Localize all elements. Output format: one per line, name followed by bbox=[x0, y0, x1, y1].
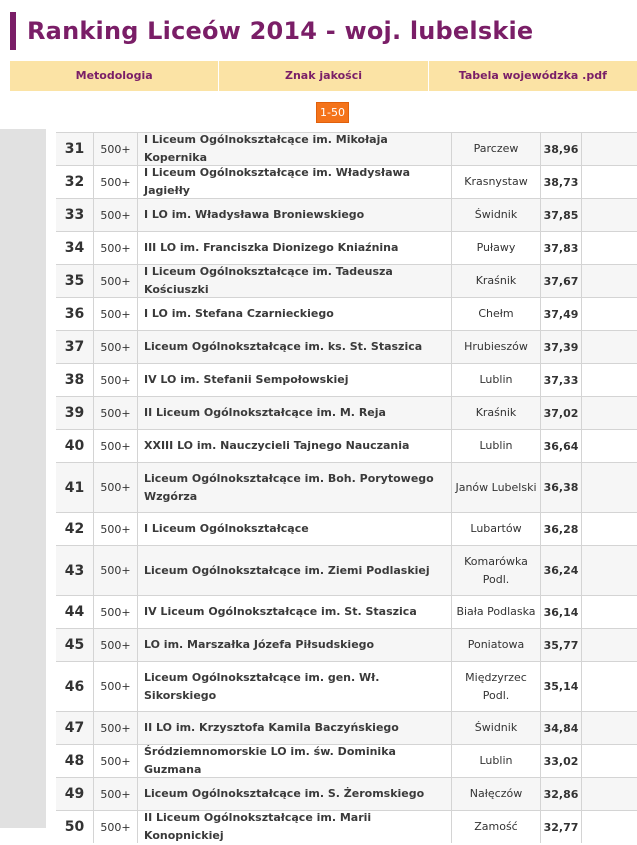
table-row bbox=[56, 264, 637, 297]
extra-cell bbox=[582, 199, 637, 231]
score-cell: 32,77 bbox=[541, 811, 582, 843]
score-cell: 38,73 bbox=[541, 166, 582, 198]
table-row bbox=[56, 165, 637, 198]
rank-cell: 44 bbox=[56, 596, 94, 628]
rank-cell: 45 bbox=[56, 629, 94, 661]
city-cell: Biała Podlaska bbox=[452, 596, 541, 628]
rank-cell: 36 bbox=[56, 298, 94, 330]
extra-cell bbox=[582, 811, 637, 843]
extra-cell bbox=[582, 662, 637, 711]
score-cell: 37,83 bbox=[541, 232, 582, 264]
size-cell: 500+ bbox=[94, 513, 138, 545]
school-name-cell[interactable]: Liceum Ogólnokształcące im. Boh. Porytowego Wzgórza bbox=[138, 463, 452, 512]
rank-cell: 43 bbox=[56, 546, 94, 595]
score-cell: 32,86 bbox=[541, 778, 582, 810]
school-name-cell[interactable]: XXIII LO im. Nauczycieli Tajnego Nauczania bbox=[138, 430, 452, 462]
rank-cell: 41 bbox=[56, 463, 94, 512]
city-cell: Janów Lubelski bbox=[452, 463, 541, 512]
size-cell: 500+ bbox=[94, 166, 138, 198]
rank-cell: 50 bbox=[56, 811, 94, 843]
rank-cell: 31 bbox=[56, 133, 94, 165]
table-row bbox=[56, 132, 637, 165]
rank-cell: 33 bbox=[56, 199, 94, 231]
rank-cell: 46 bbox=[56, 662, 94, 711]
extra-cell bbox=[582, 712, 637, 744]
table-row bbox=[56, 545, 637, 595]
score-cell: 37,33 bbox=[541, 364, 582, 396]
score-cell: 36,64 bbox=[541, 430, 582, 462]
score-cell: 37,39 bbox=[541, 331, 582, 363]
menu-item-znak-jakosci[interactable]: Znak jakości bbox=[219, 61, 428, 91]
table-row bbox=[56, 595, 637, 628]
city-cell: Parczew bbox=[452, 133, 541, 165]
score-cell: 34,84 bbox=[541, 712, 582, 744]
size-cell: 500+ bbox=[94, 133, 138, 165]
table-row bbox=[56, 297, 637, 330]
school-name-cell[interactable]: I Liceum Ogólnokształcące bbox=[138, 513, 452, 545]
school-name-cell[interactable]: II Liceum Ogólnokształcące im. Marii Konopnickiej bbox=[138, 811, 452, 843]
extra-cell bbox=[582, 463, 637, 512]
size-cell: 500+ bbox=[94, 298, 138, 330]
extra-cell bbox=[582, 166, 637, 198]
menu-item-tabela-pdf[interactable]: Tabela wojewódzka .pdf bbox=[458, 69, 607, 82]
school-name-cell[interactable]: III LO im. Franciszka Dionizego Kniaźnina bbox=[138, 232, 452, 264]
left-sidebar-strip bbox=[0, 129, 46, 828]
table-row bbox=[56, 396, 637, 429]
size-cell: 500+ bbox=[94, 430, 138, 462]
extra-cell bbox=[582, 778, 637, 810]
size-cell: 500+ bbox=[94, 778, 138, 810]
extra-cell bbox=[582, 397, 637, 429]
school-name-cell[interactable]: II LO im. Krzysztofa Kamila Baczyńskiego bbox=[138, 712, 452, 744]
table-row bbox=[56, 777, 637, 810]
score-cell: 35,77 bbox=[541, 629, 582, 661]
score-cell: 35,14 bbox=[541, 662, 582, 711]
city-cell: Poniatowa bbox=[452, 629, 541, 661]
size-cell: 500+ bbox=[94, 596, 138, 628]
extra-cell bbox=[582, 629, 637, 661]
school-name-cell[interactable]: LO im. Marszałka Józefa Piłsudskiego bbox=[138, 629, 452, 661]
school-name-cell[interactable]: Liceum Ogólnokształcące im. Ziemi Podlaskiej bbox=[138, 546, 452, 595]
city-cell: Kraśnik bbox=[452, 265, 541, 297]
extra-cell bbox=[582, 430, 637, 462]
rank-cell: 39 bbox=[56, 397, 94, 429]
rank-cell: 47 bbox=[56, 712, 94, 744]
extra-cell bbox=[582, 133, 637, 165]
school-name-cell[interactable]: IV Liceum Ogólnokształcące im. St. Staszica bbox=[138, 596, 452, 628]
extra-cell bbox=[582, 364, 637, 396]
city-cell: Chełm bbox=[452, 298, 541, 330]
school-name-cell[interactable]: I LO im. Władysława Broniewskiego bbox=[138, 199, 452, 231]
rank-cell: 48 bbox=[56, 745, 94, 777]
table-row bbox=[56, 462, 637, 512]
page-header bbox=[10, 12, 533, 50]
school-name-cell[interactable]: I LO im. Stefana Czarnieckiego bbox=[138, 298, 452, 330]
city-cell: Lublin bbox=[452, 364, 541, 396]
size-cell: 500+ bbox=[94, 232, 138, 264]
extra-cell bbox=[582, 513, 637, 545]
city-cell: Nałęczów bbox=[452, 778, 541, 810]
size-cell: 500+ bbox=[94, 712, 138, 744]
city-cell: Hrubieszów bbox=[452, 331, 541, 363]
rank-cell: 37 bbox=[56, 331, 94, 363]
city-cell: Zamość bbox=[452, 811, 541, 843]
table-row bbox=[56, 429, 637, 462]
table-row bbox=[56, 661, 637, 711]
rank-cell: 49 bbox=[56, 778, 94, 810]
school-name-cell[interactable]: Śródziemnomorskie LO im. św. Dominika Guzmana bbox=[138, 745, 452, 777]
city-cell: Puławy bbox=[452, 232, 541, 264]
page-title: Ranking Liceów 2014 - woj. lubelskie bbox=[27, 17, 534, 45]
score-cell: 37,85 bbox=[541, 199, 582, 231]
pagination-button[interactable]: 1-50 bbox=[316, 102, 349, 123]
table-row bbox=[56, 363, 637, 396]
city-cell: Świdnik bbox=[452, 712, 541, 744]
extra-cell bbox=[582, 745, 637, 777]
school-name-cell[interactable]: Liceum Ogólnokształcące im. gen. Wł. Sikorskiego bbox=[138, 662, 452, 711]
extra-cell bbox=[582, 596, 637, 628]
rank-cell: 35 bbox=[56, 265, 94, 297]
menu-item-metodologia[interactable]: Metodologia bbox=[10, 61, 219, 91]
score-cell: 37,67 bbox=[541, 265, 582, 297]
rank-cell: 34 bbox=[56, 232, 94, 264]
extra-cell bbox=[582, 232, 637, 264]
score-cell: 36,24 bbox=[541, 546, 582, 595]
size-cell: 500+ bbox=[94, 745, 138, 777]
rank-cell: 38 bbox=[56, 364, 94, 396]
extra-cell bbox=[582, 298, 637, 330]
table-row bbox=[56, 512, 637, 545]
city-cell: Międzyrzec Podl. bbox=[452, 662, 541, 711]
size-cell: 500+ bbox=[94, 811, 138, 843]
city-cell: Świdnik bbox=[452, 199, 541, 231]
score-cell: 37,02 bbox=[541, 397, 582, 429]
school-name-cell[interactable]: II Liceum Ogólnokształcące im. M. Reja bbox=[138, 397, 452, 429]
table-row bbox=[56, 231, 637, 264]
table-row bbox=[56, 628, 637, 661]
table-row bbox=[56, 330, 637, 363]
size-cell: 500+ bbox=[94, 397, 138, 429]
table-row bbox=[56, 744, 637, 777]
school-name-cell[interactable]: I Liceum Ogólnokształcące im. Mikołaja Kopernika bbox=[138, 133, 452, 165]
school-name-cell[interactable]: IV LO im. Stefanii Sempołowskiej bbox=[138, 364, 452, 396]
city-cell: Lublin bbox=[452, 430, 541, 462]
city-cell: Lubartów bbox=[452, 513, 541, 545]
rank-cell: 42 bbox=[56, 513, 94, 545]
table-row bbox=[56, 711, 637, 744]
table-row bbox=[56, 198, 637, 231]
score-cell: 37,49 bbox=[541, 298, 582, 330]
score-cell: 36,28 bbox=[541, 513, 582, 545]
top-menu bbox=[10, 61, 637, 91]
score-cell: 36,38 bbox=[541, 463, 582, 512]
city-cell: Kraśnik bbox=[452, 397, 541, 429]
score-cell: 33,02 bbox=[541, 745, 582, 777]
size-cell: 500+ bbox=[94, 662, 138, 711]
size-cell: 500+ bbox=[94, 265, 138, 297]
size-cell: 500+ bbox=[94, 463, 138, 512]
size-cell: 500+ bbox=[94, 629, 138, 661]
size-cell: 500+ bbox=[94, 546, 138, 595]
rank-cell: 40 bbox=[56, 430, 94, 462]
extra-cell bbox=[582, 546, 637, 595]
school-name-cell[interactable]: I Liceum Ogólnokształcące im. Władysława Jagiełły bbox=[138, 166, 452, 198]
city-cell: Krasnystaw bbox=[452, 166, 541, 198]
size-cell: 500+ bbox=[94, 331, 138, 363]
school-name-cell[interactable]: Liceum Ogólnokształcące im. S. Żeromskiego bbox=[138, 778, 452, 810]
score-cell: 38,96 bbox=[541, 133, 582, 165]
size-cell: 500+ bbox=[94, 199, 138, 231]
table-row bbox=[56, 810, 637, 843]
school-name-cell[interactable]: Liceum Ogólnokształcące im. ks. St. Staszica bbox=[138, 331, 452, 363]
city-cell: Lublin bbox=[452, 745, 541, 777]
rank-cell: 32 bbox=[56, 166, 94, 198]
ranking-table bbox=[56, 132, 637, 843]
score-cell: 36,14 bbox=[541, 596, 582, 628]
school-name-cell[interactable]: I Liceum Ogólnokształcące im. Tadeusza Kościuszki bbox=[138, 265, 452, 297]
size-cell: 500+ bbox=[94, 364, 138, 396]
extra-cell bbox=[582, 331, 637, 363]
city-cell: Komarówka Podl. bbox=[452, 546, 541, 595]
extra-cell bbox=[582, 265, 637, 297]
